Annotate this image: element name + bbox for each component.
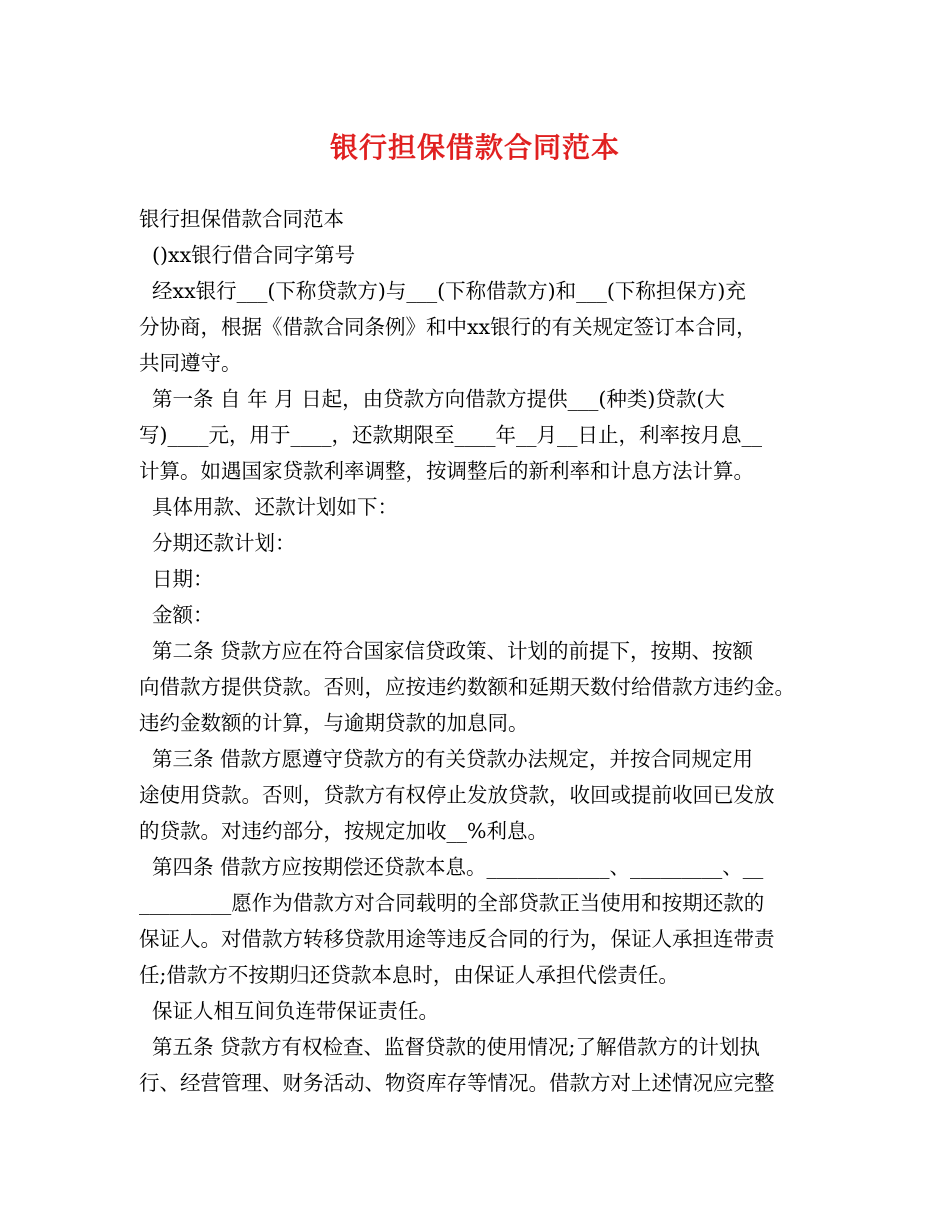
- body-line: 计算。如遇国家贷款利率调整，按调整后的新利率和计息方法计算。: [139, 459, 754, 483]
- body-line: 写)____元，用于____，还款期限至____年__月__日止，利率按月息__: [139, 423, 762, 447]
- body-line: 的贷款。对违约部分，按规定加收__%利息。: [139, 819, 548, 843]
- body-line: 第四条 借款方应按期偿还贷款本息。____________、_________、__: [139, 855, 764, 879]
- body-line: 日期：: [139, 567, 214, 591]
- body-line: _________愿作为借款方对合同载明的全部贷款正当使用和按期还款的: [139, 891, 765, 915]
- body-line: 保证人相互间负连带保证责任。: [139, 999, 440, 1023]
- body-line: 任;借款方不按期归还贷款本息时，由保证人承担代偿责任。: [139, 963, 679, 987]
- body-line: 第五条 贷款方有权检查、监督贷款的使用情况;了解借款方的计划执: [139, 1035, 760, 1059]
- body-line: 第二条 贷款方应在符合国家信贷政策、计划的前提下，按期、按额: [139, 639, 754, 663]
- body-line: ()xx银行借合同字第号: [139, 243, 356, 267]
- body-line: 银行担保借款合同范本: [139, 207, 344, 231]
- body-line: 金额：: [139, 603, 214, 627]
- body-line: 行、经营管理、财务活动、物资库存等情况。借款方对上述情况应完整: [139, 1071, 775, 1095]
- body-line: 分期还款计划：: [139, 531, 296, 555]
- body-line: 具体用款、还款计划如下：: [139, 495, 399, 519]
- body-line: 保证人。对借款方转移贷款用途等违反合同的行为，保证人承担连带责: [139, 927, 775, 951]
- body-line: 违约金数额的计算，与逾期贷款的加息同。: [139, 711, 529, 735]
- body-line: 途使用贷款。否则，贷款方有权停止发放贷款，收回或提前收回已发放: [139, 783, 775, 807]
- body-line: 向借款方提供贷款。否则，应按违约数额和延期天数付给借款方违约金。: [139, 675, 795, 699]
- body-line: 分协商，根据《借款合同条例》和中xx银行的有关规定签订本合同，: [139, 315, 757, 339]
- body-line: 第一条 自 年 月 日起，由贷款方向借款方提供___(种类)贷款(大: [139, 387, 725, 411]
- body-line: 共同遵守。: [139, 351, 242, 375]
- document-body: [139, 201, 819, 1101]
- body-line: 经xx银行___(下称贷款方)与___(下称借款方)和___(下称担保方)充: [139, 279, 746, 303]
- document-title: 银行担保借款合同范本: [329, 131, 620, 164]
- body-line: 第三条 借款方愿遵守贷款方的有关贷款办法规定，并按合同规定用: [139, 747, 754, 771]
